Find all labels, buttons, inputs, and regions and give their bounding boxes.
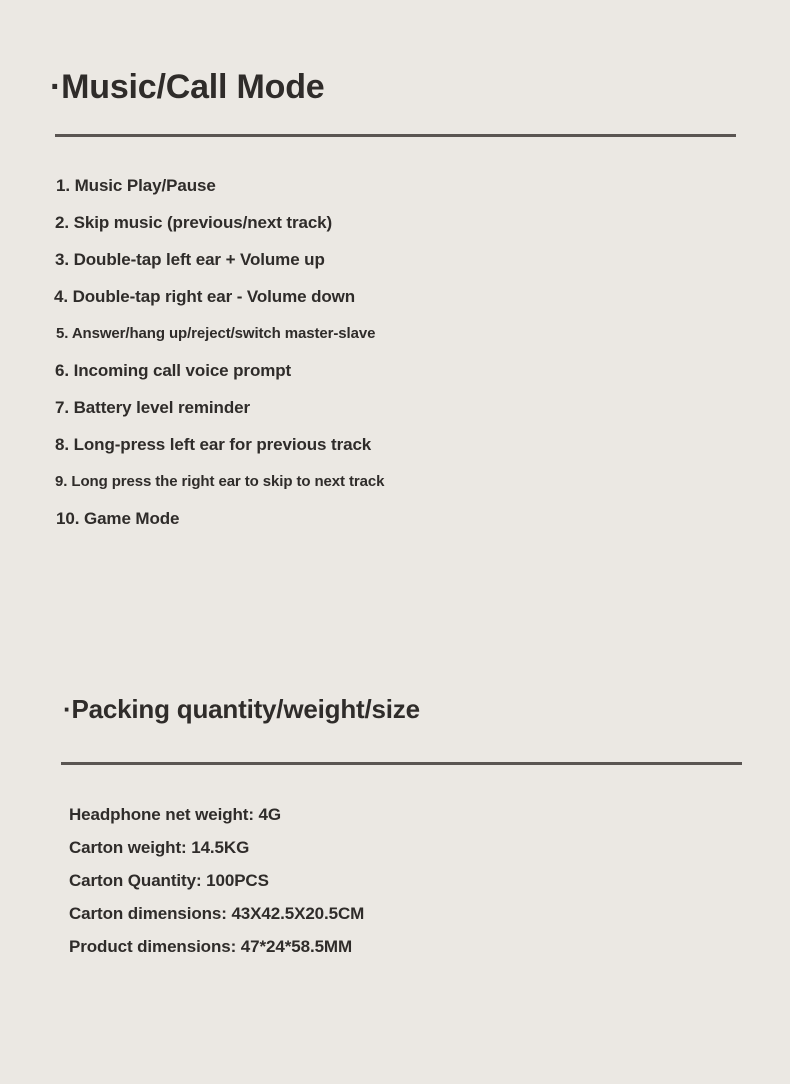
feature-item-9: 9. Long press the right ear to skip to next track [55,473,385,490]
packing-item-net-weight: Headphone net weight: 4G [69,805,282,824]
title-bullet: · [50,68,62,106]
title-bullet: · [63,694,72,724]
packing-item-carton-dimensions: Carton dimensions: 43X42.5X20.5CM [69,904,365,923]
packing-item-carton-weight: Carton weight: 14.5KG [69,838,250,857]
feature-item-8: 8. Long-press left ear for previous track [55,435,372,454]
music-section-divider [55,134,736,137]
music-call-mode-title-text: Music/Call Mode [61,68,325,106]
packing-section-divider [61,762,742,765]
feature-item-1: 1. Music Play/Pause [56,176,216,195]
packing-title [63,694,420,725]
feature-item-6: 6. Incoming call voice prompt [55,361,292,380]
feature-item-7: 7. Battery level reminder [55,398,250,417]
feature-item-3: 3. Double-tap left ear + Volume up [55,250,325,269]
feature-item-10: 10. Game Mode [56,509,180,528]
feature-item-5: 5. Answer/hang up/reject/switch master-slave [56,325,376,342]
feature-item-2: 2. Skip music (previous/next track) [55,213,333,232]
packing-title-text: Packing quantity/weight/size [71,694,420,724]
feature-item-4: 4. Double-tap right ear - Volume down [54,287,356,306]
music-call-mode-title [50,68,325,107]
packing-item-carton-quantity: Carton Quantity: 100PCS [69,871,269,890]
packing-item-product-dimensions: Product dimensions: 47*24*58.5MM [69,937,353,956]
